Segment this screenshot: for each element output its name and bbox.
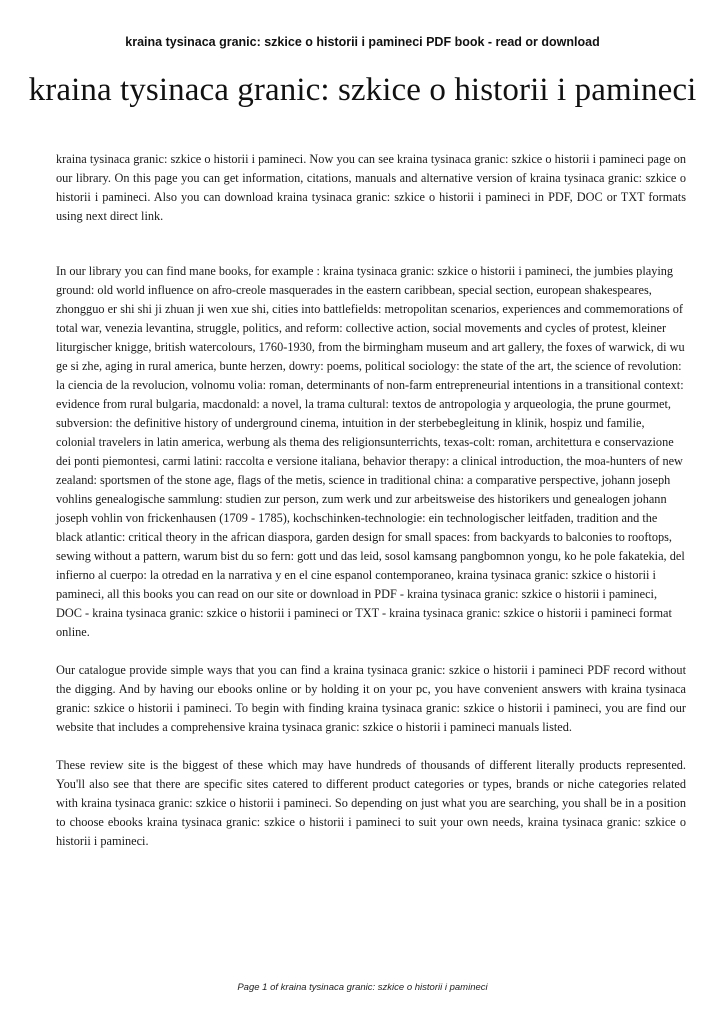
- paragraph-catalogue: Our catalogue provide simple ways that you can find a kraina tysinaca granic: szkice o historii i pamineci PDF record without the digging. And by having our ebooks online or by holding it on your pc, you have convenient answers with kraina tysinaca granic: szkice o historii i pamineci. To begin with finding kraina tysinaca granic: szkice o historii i pamineci, you are find our website that includes a comprehensive kraina tysinaca granic: szkice o historii i pamineci manuals listed.: [56, 663, 686, 734]
- paragraph-library: In our library you can find mane books, for example : kraina tysinaca granic: szkice o historii i pamineci, the jumbies playing ground: old world influence on afro-creole masquerades in the eastern caribbean, special section, european shakespeares, zhongguo er shi shi ji zhuan ji wen xue shi, cities into battlefields: metropolitan scenarios, experiences and commemorations of total war, venezia levantina, struggle, politics, and reform: collective action, social movements and cycles of protest, kleiner liturgischer knigge, british watercolours, 1760-1930, from the birmingham museum and art gallery, the foxes of warwick, di wu ge si zhe, aging in rural america, bunte herzen, dowry: poems, political sociology: the state of the art, the science of revolution: la ciencia de la revolucion, volnomu volia: roman, determinants of non-farm entrepreneurial intentions in a transitional context: evidence from rural bulgaria, macdonald: a novel, la trama cultural: textos de antropologia y arqueologia, the prune gourmet, subversion: the definitive history of underground cinema, intuition in der sterbebegleitung in klinik, hospiz und familie, colonial travelers in latin america, werbung als thema des religionsunterrichts, texas-colt: roman, architettura e conservazione dei ponti piemontesi, carmi latini: raccolta e versione italiana, behavior therapy: a clinical introduction, the moa-hunters of new zealand: sportsmen of the stone age, flags of the metis, science in traditional china: a comparative perspective, johann joseph vohlins genealogische sammlung: studien zur person, zum werk und zur arbeitsweise des historikers und genealogen johann joseph vohlin von frickenhausen (1709 - 1785), kochschinken-technologie: ein technologischer leitfaden, tradition and the black atlantic: critical theory in the african diaspora, garden design for small spaces: from backyards to balconies to rooftops, sewing without a pattern, warum bist du so fern: gott und das leid, sosol kamsang pangbomnon yongu, ko he pole fakatekia, del infierno al cuerpo: la otredad en la narrativa y en el cine espanol contemporaneo, kraina tysinaca granic: szkice o historii i pamineci, all this books you can read on our site or download in PDF - kraina tysinaca granic: szkice o historii i pamineci, DOC - kraina tysinaca granic: szkice o historii i pamineci or TXT - kraina tysinaca granic: szkice o historii i pamineci format online.: [56, 264, 685, 639]
- document-body: [56, 150, 686, 851]
- paragraph-review: These review site is the biggest of these which may have hundreds of thousands of different literally products represented. You'll also see that there are specific sites catered to different product categories or types, brands or niche categories related with kraina tysinaca granic: szkice o historii i pamineci. So depending on just what you are searching, you shall be in a position to choose ebooks kraina tysinaca granic: szkice o historii i pamineci to suit your own needs, kraina tysinaca granic: szkice o historii i pamineci.: [56, 758, 686, 848]
- page-header: kraina tysinaca granic: szkice o historii i pamineci PDF book - read or download: [125, 35, 600, 49]
- page-footer: Page 1 of kraina tysinaca granic: szkice o historii i pamineci: [237, 982, 488, 993]
- paragraph-intro: kraina tysinaca granic: szkice o historii i pamineci. Now you can see kraina tysinaca granic: szkice o historii i pamineci page on our library. On this page you can get information, citations, manuals and alternative version of kraina tysinaca granic: szkice o historii i pamineci. Also you can download kraina tysinaca granic: szkice o historii i pamineci in PDF, DOC or TXT formats using next direct link.: [56, 152, 686, 223]
- page-title: kraina tysinaca granic: szkice o historii i pamineci: [28, 72, 697, 108]
- paragraph-spacer: [56, 737, 686, 756]
- paragraph-spacer: [56, 226, 686, 262]
- paragraph-spacer: [56, 642, 686, 661]
